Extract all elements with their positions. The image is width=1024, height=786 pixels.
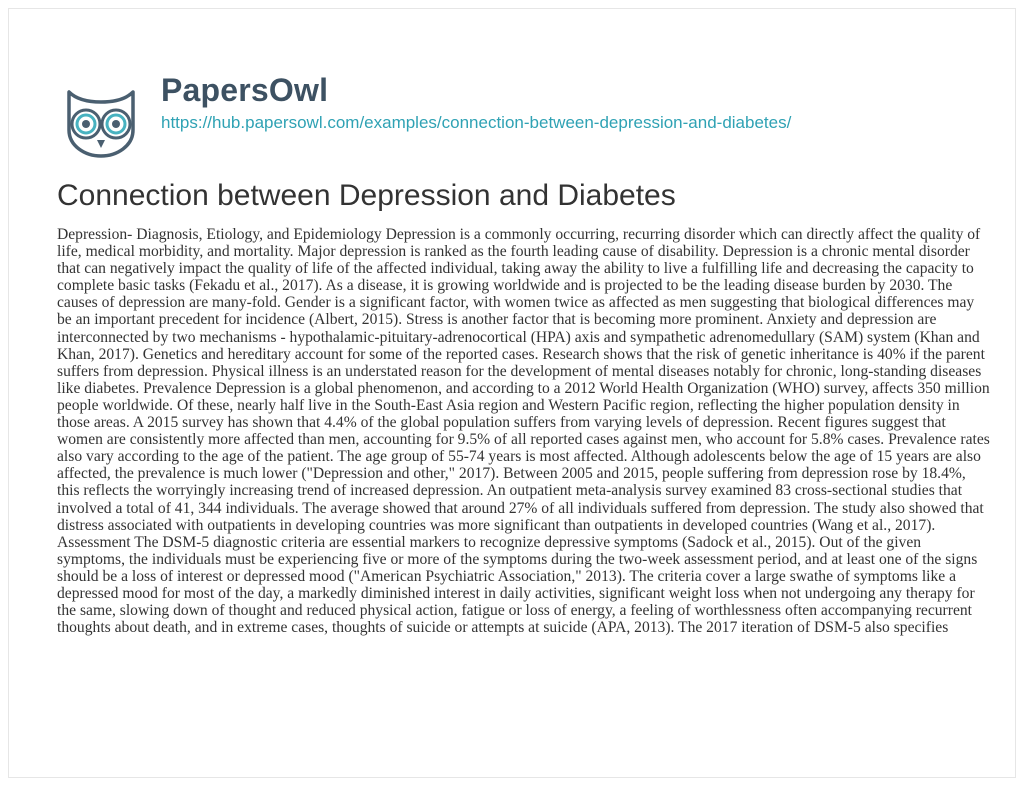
document-title: Connection between Depression and Diabetes xyxy=(57,179,676,212)
site-header xyxy=(55,72,955,142)
owl-logo-icon[interactable] xyxy=(55,72,147,158)
source-url-link[interactable]: https://hub.papersowl.com/examples/connection-between-depression-and-diabetes/ xyxy=(161,113,792,132)
brand-name[interactable]: PapersOwl xyxy=(161,72,329,108)
document-body: Depression- Diagnosis, Etiology, and Epidemiology Depression is a commonly occurring, recurring disorder which can directly affect the quality of life, medical morbidity, and mortality. Major depression is ranked as the fourth leading cause of disability. Depression is a chronic mental disorder that can negatively impact the quality of life of the affected individual, taking away the ability to live a fulfilling life and decreasing the capacity to complete basic tasks (Fekadu et al., 2017). As a disease, it is growing worldwide and is projected to be the leading disease burden by 2030. The causes of depression are many-fold. Gender is a significant factor, with women twice as affected as men suggesting that biological differences may be an important precedent for incidence (Albert, 2015). Stress is another factor that is becoming more prominent. Anxiety and depression are interconnected by two mechanisms - hypothalamic-pituitary-adrenocortical (HPA) axis and sympathetic adrenomedullary (SAM) system (Khan and Khan, 2017). Genetics and hereditary account for some of the reported cases. Research shows that the risk of genetic inheritance is 40% if the parent suffers from depression. Physical illness is an understated reason for the development of mental diseases notably for chronic, long-standing diseases like diabetes. Prevalence Depression is a global phenomenon, and according to a 2012 World Health Organization (WHO) survey, affects 350 million people worldwide. Of these, nearly half live in the South-East Asia region and Western Pacific region, reflecting the higher population density in those areas. A 2015 survey has shown that 4.4% of the global population suffers from varying levels of depression. Recent figures suggest that women are consistently more affected than men, accounting for 9.5% of all reported cases against men, who account for 5.8% cases. Prevalence rates also vary according to the age of the patient. The age group of 55-74 years is most affected. Although adolescents below the age of 15 years are also affected, the prevalence is much lower ("Depression and other," 2017). Between 2005 and 2015, people suffering from depression rose by 18.4%, this reflects the worryingly increasing trend of increased depression. An outpatient meta-analysis survey examined 83 cross-sectional studies that involved a total of 41, 344 individuals. The average showed that around 27% of all individuals suffered from depression. The study also showed that distress associated with outpatients in developing countries was more significant than outpatients in developed countries (Wang et al., 2017). Assessment The DSM-5 diagnostic criteria are essential markers to recognize depressive symptoms (Sadock et al., 2015). Out of the given symptoms, the individuals must be experiencing five or more of the symptoms during the two-week assessment period, and at least one of the signs should be a loss of interest or depressed mood ("American Psychiatric Association," 2013). The criteria cover a large swathe of symptoms like a depressed mood for most of the day, a markedly diminished interest in daily activities, significant weight loss when not undergoing any therapy for the same, slowing down of thought and reduced physical action, fatigue or loss of energy, a feeling of worthlessness often accompanying recurrent thoughts about death, and in extreme cases, thoughts of suicide or attempts at suicide (APA, 2013). The 2017 iteration of DSM-5 also specifies xyxy=(57,226,990,637)
page xyxy=(8,8,1016,778)
